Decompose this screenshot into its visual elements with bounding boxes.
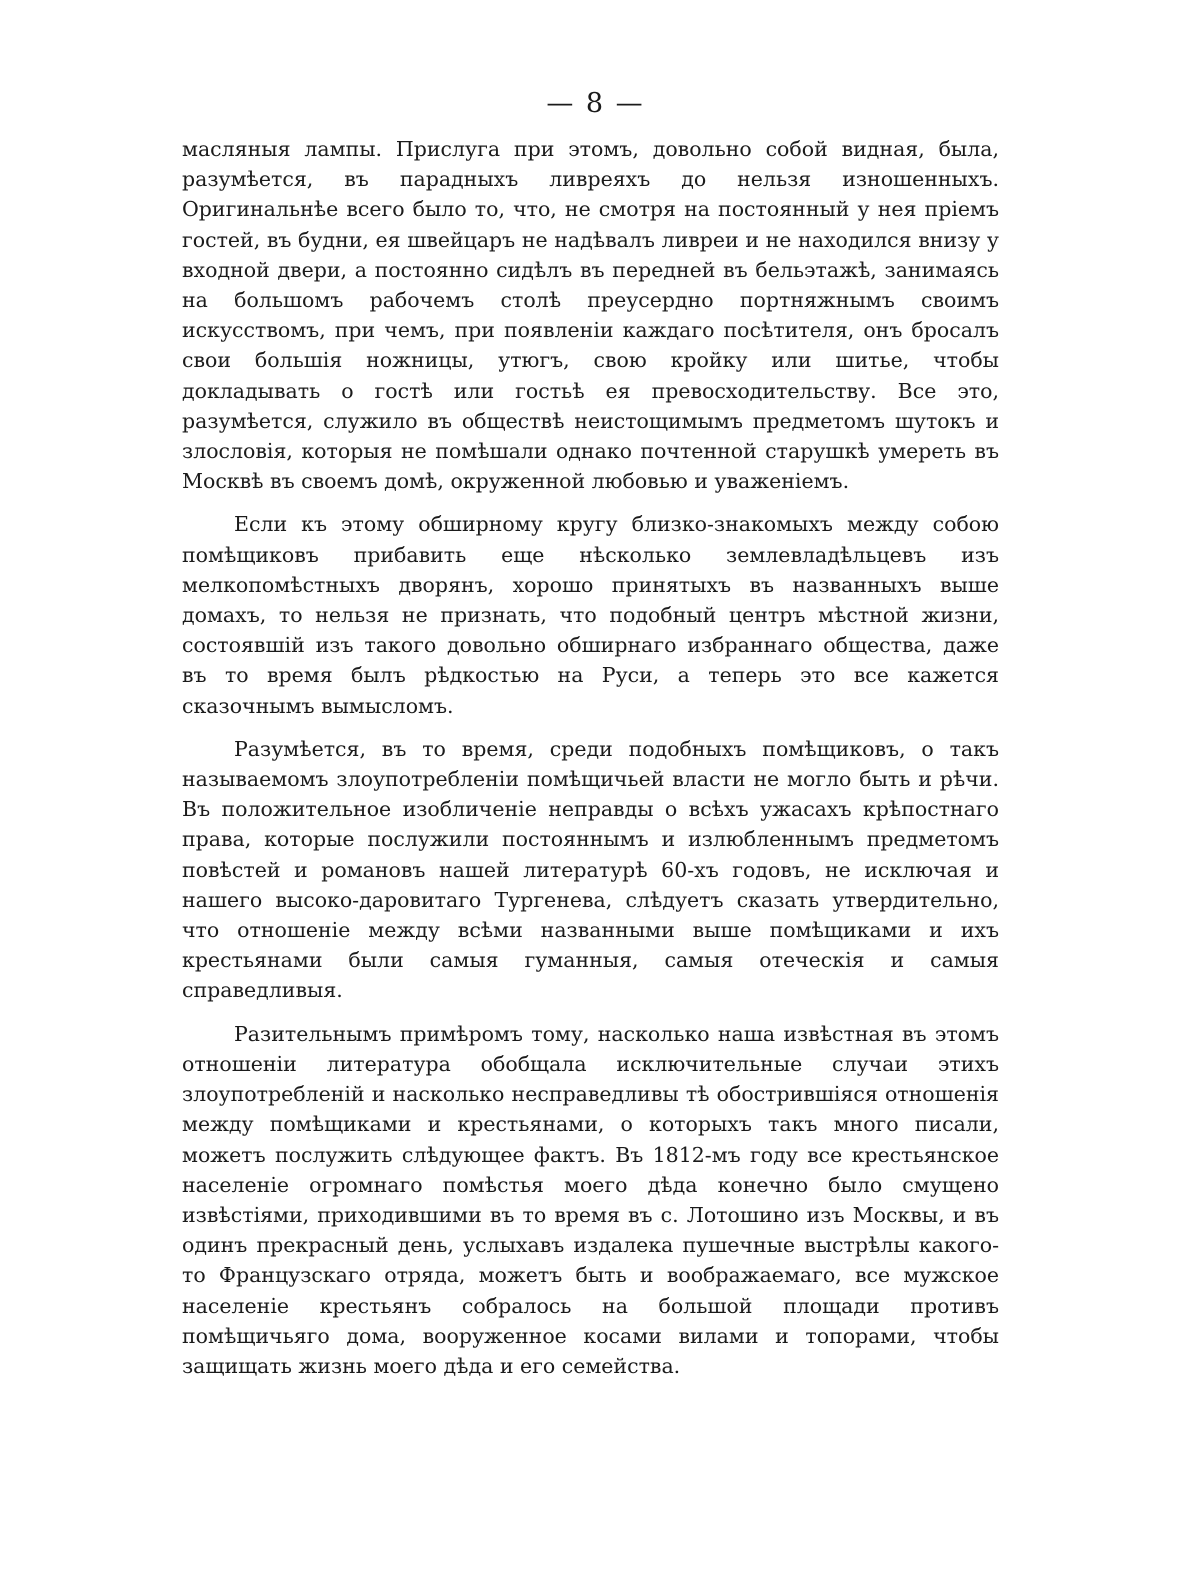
page-body-text: [182, 134, 999, 1381]
paragraph-continuation: масляныя лампы. Прислуга при этомъ, довольно собой видная, была, разумѣется, въ парадныхъ ливреяхъ до нельзя изношенныхъ. Оригинальнѣе всего было то, что, не смотря на постоянный у нея пріемъ гостей, въ будни, ея швейцаръ не надѣвалъ ливреи и не находился внизу у входной двери, а постоянно сидѣлъ въ передней въ бельэтажѣ, занимаясь на большомъ рабочемъ столѣ преусердно портняжнымъ своимъ искусствомъ, при чемъ, при появленіи каждаго посѣтителя, онъ бросалъ свои большія ножницы, утюгъ, свою кройку или шитье, чтобы докладывать о гостѣ или гостьѣ ея превосходительству. Все это, разумѣется, служило въ обществѣ неистощимымъ предметомъ шутокъ и злословія, которыя не помѣшали однако почтенной старушкѣ умереть въ Москвѣ въ своемъ домѣ, окруженной любовью и уваженіемъ.: [182, 137, 999, 494]
paragraph-1812-example: Разительнымъ примѣромъ тому, насколько наша извѣстная въ этомъ отношеніи литература обобщала исключительные случаи этихъ злоупотребленій и насколько несправедливы тѣ обострившіяся отношенія между помѣщиками и крестьянами, о которыхъ такъ много писали, можетъ послужить слѣдующее фактъ. Въ 1812-мъ году все крестьянское населеніе огромнаго помѣстья моего дѣда конечно было смущено извѣстіями, приходившими въ то время въ с. Лотошино изъ Москвы, и въ одинъ прекрасный день, услыхавъ издалека пушечные выстрѣлы какого-то Французскаго отряда, можетъ быть и воображаемаго, все мужское населеніе крестьянъ собралось на большой площади противъ помѣщичьяго дома, вооруженное косами вилами и топорами, чтобы защищать жизнь моего дѣда и его семейства.: [182, 1021, 999, 1378]
paragraph-serfdom-relations: Разумѣется, въ то время, среди подобныхъ помѣщиковъ, о такъ называемомъ злоупотребленіи помѣщичьей власти не могло быть и рѣчи. Въ положительное изобличеніе неправды о всѣхъ ужасахъ крѣпостнаго права, которые послужили постояннымъ и излюбленнымъ предметомъ повѣстей и романовъ нашей литературѣ 60-хъ годовъ, не исключая и нашего высоко-даровитаго Тургенева, слѣдуетъ сказать утвердительно, что отношеніе между всѣми названными выше помѣщиками и ихъ крестьянами были самыя гуманныя, самыя отеческія и самыя справедливыя.: [182, 736, 999, 1003]
paragraph-landowners-circle: Если къ этому обширному кругу близко-знакомыхъ между собою помѣщиковъ прибавить еще нѣсколько землевладѣльцевъ изъ мелкопомѣстныхъ дворянъ, хорошо принятыхъ въ названныхъ выше домахъ, то нельзя не признать, что подобный центръ мѣстной жизни, состоявшій изъ такого довольно обширнаго избраннаго общества, даже въ то время былъ рѣдкостью на Руси, а теперь это все кажется сказочнымъ вымысломъ.: [182, 512, 999, 718]
page-number: — 8 —: [546, 88, 645, 119]
